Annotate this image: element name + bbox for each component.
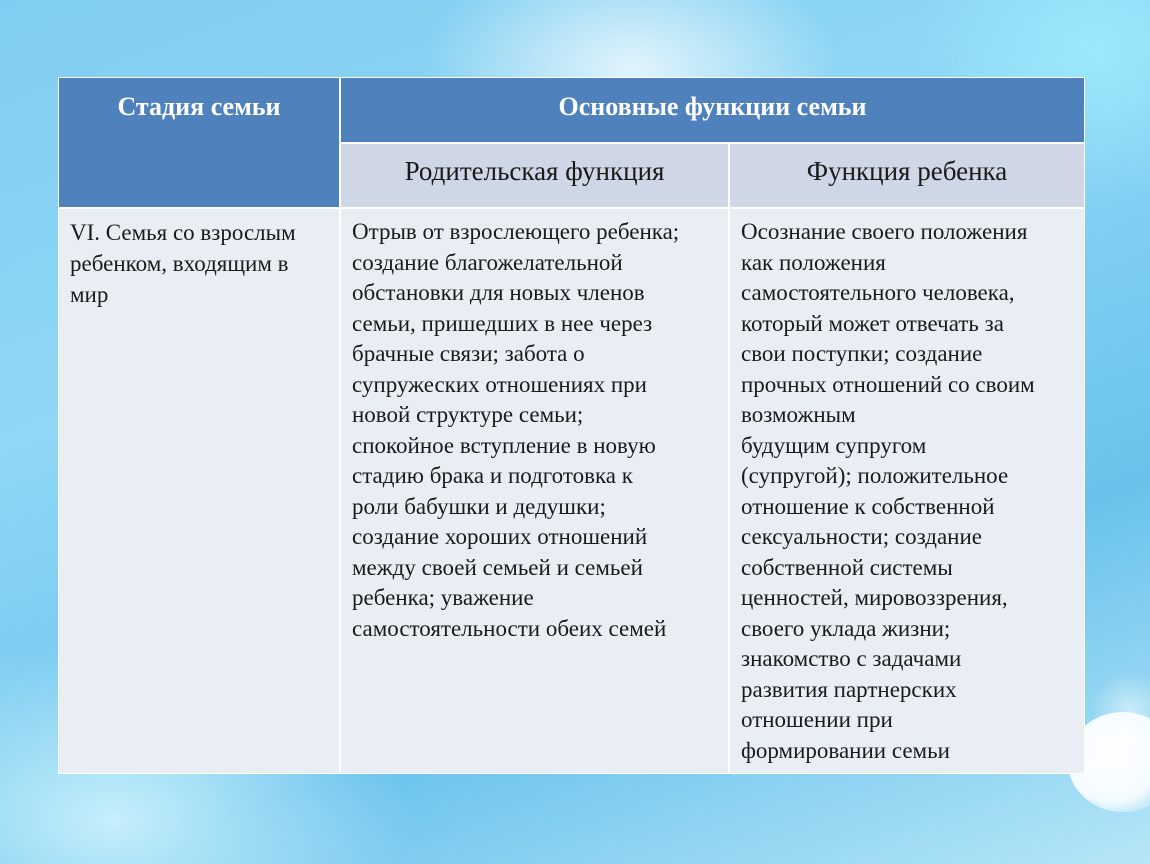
cell-parent-function: Отрыв от взрослеющего ребенка; создание благожелательной обстановки для новых членов семьи, пришедших в нее через брачные связи; забота о супружеских отношениях при новой структуре семьи; спокойное вступление в новую стадию брака и подготовка к роли бабушки и дедушки; создание хороших отношений между своей семьей и семьей ребенка; уважение самостоятельности обеих семей [341, 209, 728, 773]
family-functions-table [58, 77, 1085, 774]
header-stage: Стадия семьи [59, 78, 339, 207]
header-child-function: Функция ребенка [730, 144, 1084, 207]
cell-child-function: Осознание своего положения как положения самостоятельного человека, который может отвечать за свои поступки; создание прочных отношений со своим возможным будущим супругом (супругой); положительное отношение к собственной сексуальности; создание собственной системы ценностей, мировоззрения, своего уклада жизни; знакомство с задачами развития партнерских отношении при формировании семьи [730, 209, 1084, 773]
cell-stage: VI. Семья со взрослым ребенком, входящим в мир [59, 209, 339, 773]
header-functions: Основные функции семьи [341, 78, 1084, 142]
header-parent-function: Родительская функция [341, 144, 728, 207]
